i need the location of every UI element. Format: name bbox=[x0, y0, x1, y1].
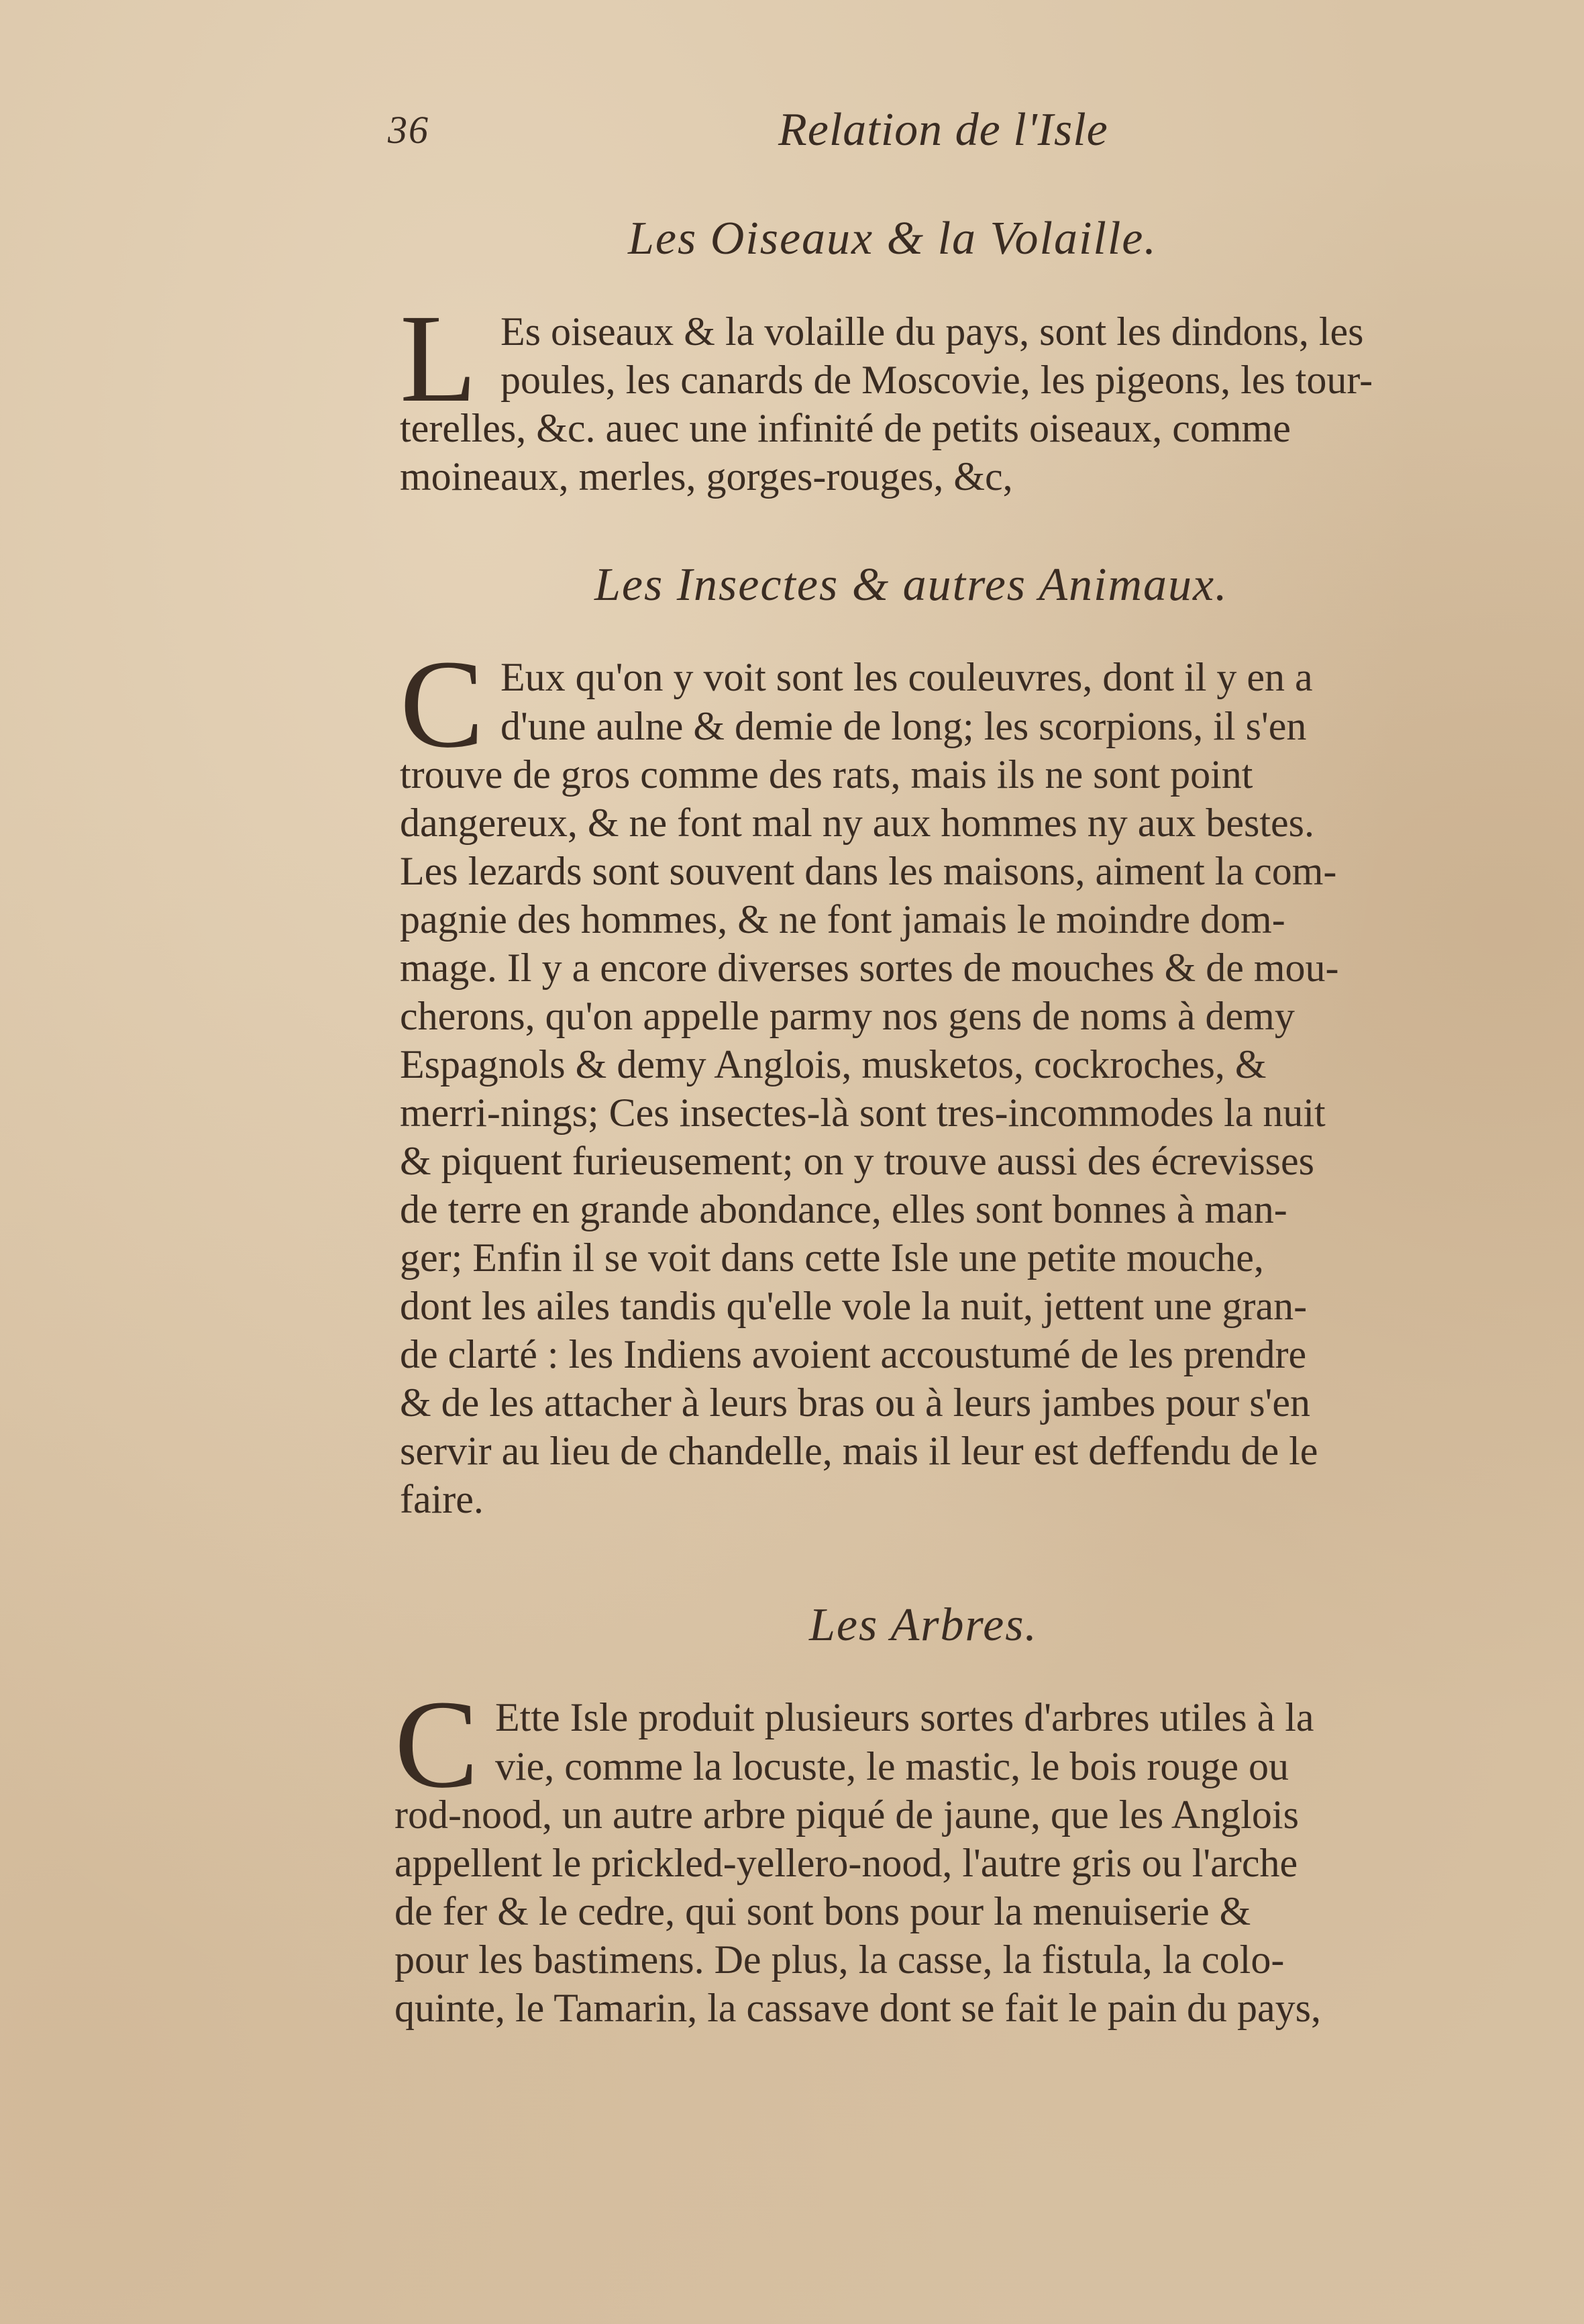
drop-cap: C bbox=[400, 634, 484, 774]
text-line: d'une aulne & demie de long; les scorpions, il s'en bbox=[500, 704, 1307, 748]
text-line: merri-nings; Ces insectes-là sont tres-incommodes la nuit bbox=[400, 1091, 1326, 1135]
text-line: & piquent furieusement; on y trouve aussi des écrevisses bbox=[400, 1139, 1315, 1183]
text-line: ger; Enfin il se voit dans cette Isle une petite mouche, bbox=[400, 1235, 1264, 1280]
text-line: faire. bbox=[400, 1477, 484, 1521]
text-line: Eux qu'on y voit sont les couleuvres, dont il y en a bbox=[500, 655, 1313, 699]
text-line: vie, comme la locuste, le mastic, le bois rouge ou bbox=[495, 1744, 1289, 1788]
drop-cap: C bbox=[394, 1674, 479, 1814]
text-line: servir au lieu de chandelle, mais il leur est deffendu de le bbox=[400, 1429, 1318, 1473]
text-line: appellent le prickled-yellero-nood, l'autre gris ou l'arche bbox=[394, 1841, 1298, 1885]
text-line: trouve de gros comme des rats, mais ils ne sont point bbox=[400, 752, 1253, 797]
text-line: pagnie des hommes, & ne font jamais le moindre dom- bbox=[400, 897, 1285, 942]
text-line: de fer & le cedre, qui sont bons pour la menuiserie & bbox=[394, 1889, 1251, 1933]
text-line: & de les attacher à leurs bras ou à leurs jambes pour s'en bbox=[400, 1380, 1311, 1425]
drop-cap: L bbox=[400, 288, 477, 428]
text-line: de terre en grande abondance, elles sont bonnes à man- bbox=[400, 1187, 1287, 1231]
running-head bbox=[376, 101, 1208, 161]
page-number: 36 bbox=[388, 108, 429, 152]
text-line: mage. Il y a encore diverses sortes de mouches & de mou- bbox=[400, 946, 1339, 990]
text-line: cherons, qu'on appelle parmy nos gens de noms à demy bbox=[400, 994, 1295, 1038]
text-line: Ette Isle produit plusieurs sortes d'arbres utiles à la bbox=[495, 1695, 1314, 1739]
text-line: dangereux, & ne font mal ny aux hommes ny aux bestes. bbox=[400, 801, 1315, 845]
text-line: dont les ailes tandis qu'elle vole la nuit, jettent une gran- bbox=[400, 1284, 1308, 1328]
text-line: rod-nood, un autre arbre piqué de jaune, que les Anglois bbox=[394, 1792, 1299, 1837]
section-heading: Les Insectes & autres Animaux. bbox=[594, 559, 1228, 611]
text-line: moineaux, merles, gorges-rouges, &c, bbox=[400, 454, 1013, 499]
text-line: de clarté : les Indiens avoient accoustumé de les prendre bbox=[400, 1332, 1307, 1376]
section-heading: Les Oiseaux & la Volaille. bbox=[628, 213, 1157, 264]
text-line: Les lezards sont souvent dans les maisons, aiment la com- bbox=[400, 849, 1337, 893]
text-line: Espagnols & demy Anglois, musketos, cockroches, & bbox=[400, 1042, 1267, 1087]
running-title: Relation de l'Isle bbox=[778, 104, 1108, 156]
text-line: Es oiseaux & la volaille du pays, sont les dindons, les bbox=[500, 309, 1364, 354]
text-line: pour les bastimens. De plus, la casse, la fistula, la colo- bbox=[394, 1937, 1285, 1982]
text-line: quinte, le Tamarin, la cassave dont se fait le pain du pays, bbox=[394, 1986, 1321, 2030]
section-heading: Les Arbres. bbox=[809, 1599, 1038, 1651]
text-line: poules, les canards de Moscovie, les pigeons, les tour- bbox=[500, 358, 1373, 402]
text-line: terelles, &c. auec une infinité de petits oiseaux, comme bbox=[400, 406, 1291, 450]
